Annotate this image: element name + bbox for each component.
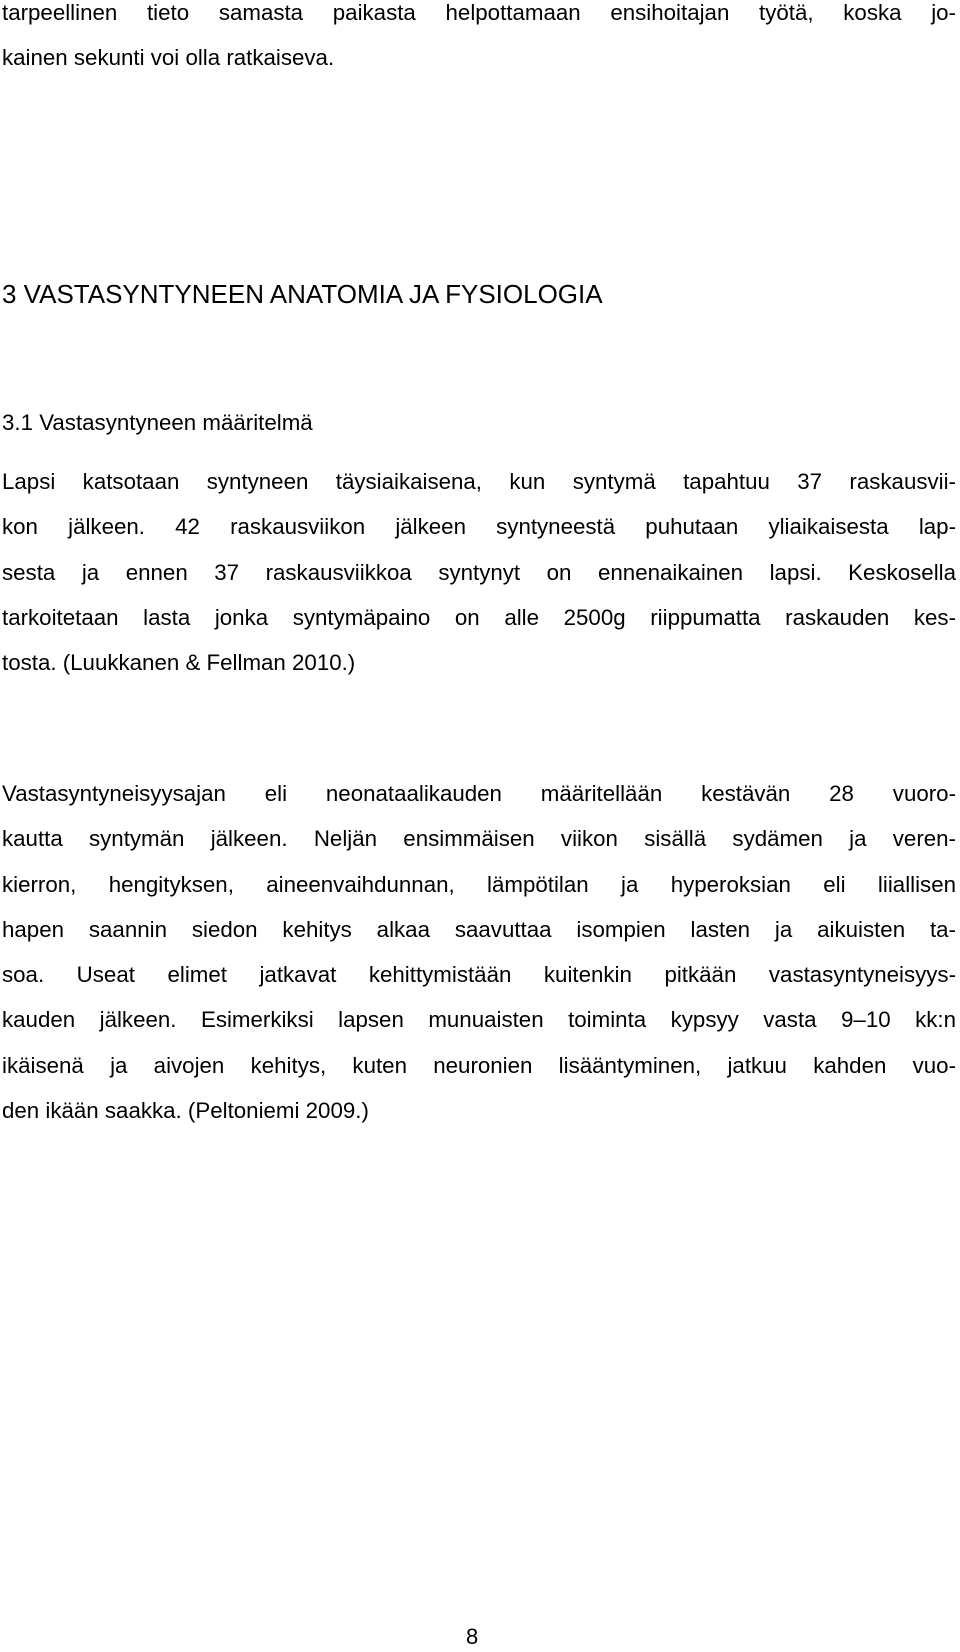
text-line: ikäisenä ja aivojen kehitys, kuten neuronien lisääntyminen, jatkuu kahden vuo- <box>2 1052 956 1078</box>
paragraph-neonatal-period <box>2 771 956 1133</box>
text-line: soa. Useat elimet jatkavat kehittymistään kuitenkin pitkään vastasyntyneisyys- <box>2 962 956 988</box>
subsection-heading: 3.1 Vastasyntyneen määritelmä <box>2 410 313 435</box>
text-line: sesta ja ennen 37 raskausviikkoa syntynyt on ennenaikainen lapsi. Keskosella <box>2 559 956 585</box>
section-heading: 3 VASTASYNTYNEEN ANATOMIA JA FYSIOLOGIA <box>2 279 603 309</box>
text-line: tarkoitetaan lasta jonka syntymäpaino on alle 2500g riippumatta raskauden kes- <box>2 604 956 630</box>
text-line: kautta syntymän jälkeen. Neljän ensimmäisen viikon sisällä sydämen ja veren- <box>2 826 956 852</box>
text-line: kon jälkeen. 42 raskausviikon jälkeen syntyneestä puhutaan yliaikaisesta lap- <box>2 514 956 540</box>
text-line: Vastasyntyneisyysajan eli neonataalikauden määritellään kestävän 28 vuoro- <box>2 781 956 806</box>
text-line: hapen saannin siedon kehitys alkaa saavuttaa isompien lasten ja aikuisten ta- <box>2 916 956 942</box>
text-line: tarpeellinen tieto samasta paikasta helpottamaan ensihoitajan työtä, koska jo- <box>2 0 956 25</box>
text-line: kauden jälkeen. Esimerkiksi lapsen munuaisten toiminta kypsyy vasta 9–10 kk:n <box>2 1007 956 1033</box>
page-number: 8 <box>466 1624 479 1649</box>
text-line: tosta. (Luukkanen & Fellman 2010.) <box>2 650 356 676</box>
paragraph-definition <box>2 459 956 685</box>
text-line: Lapsi katsotaan syntyneen täysiaikaisena, kun syntymä tapahtuu 37 raskausvii- <box>2 469 956 494</box>
text-line: kainen sekunti voi olla ratkaiseva. <box>2 45 335 71</box>
text-line: kierron, hengityksen, aineenvaihdunnan, lämpötilan ja hyperoksian eli liiallisen <box>2 871 956 897</box>
continuation-paragraph <box>2 0 956 81</box>
text-line: den ikään saakka. (Peltoniemi 2009.) <box>2 1098 369 1124</box>
